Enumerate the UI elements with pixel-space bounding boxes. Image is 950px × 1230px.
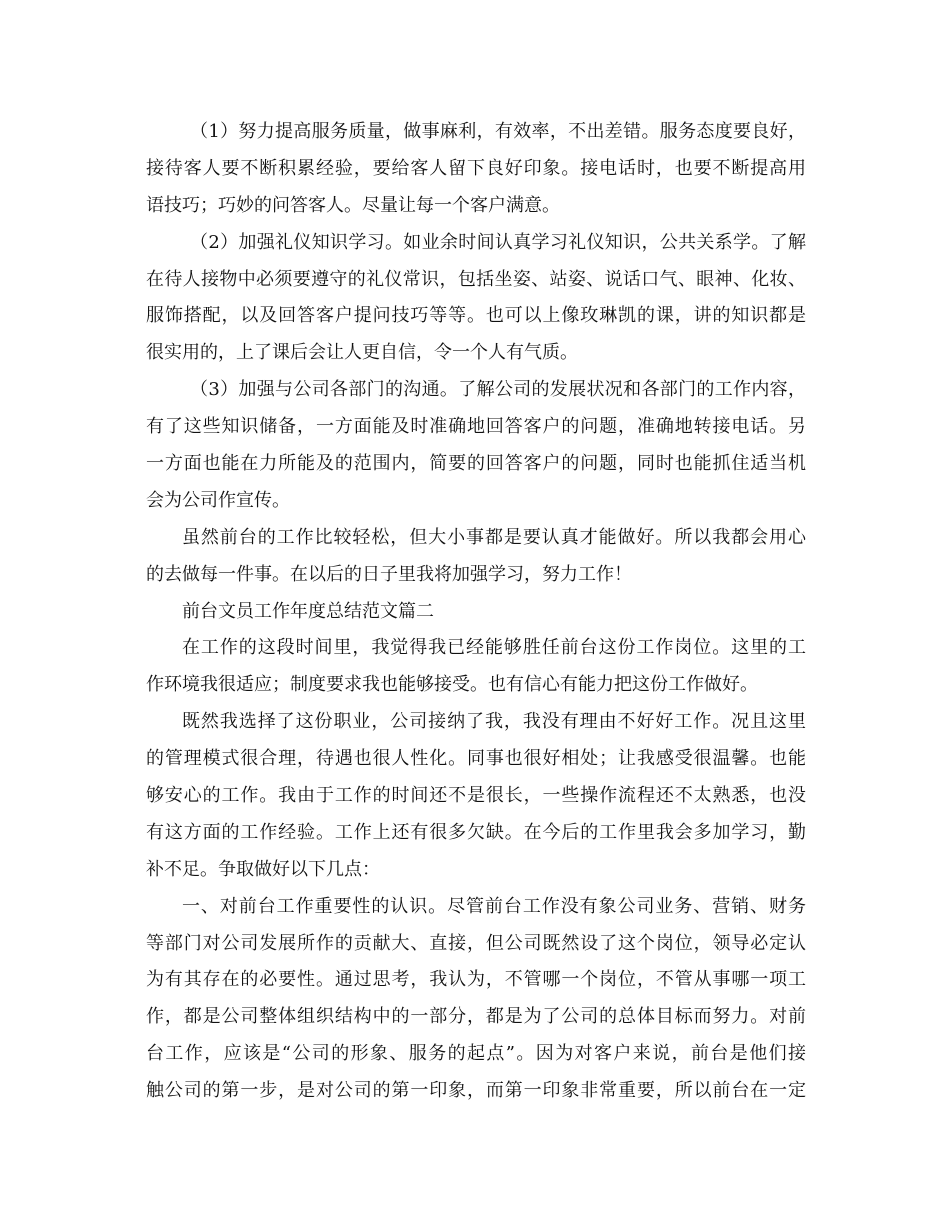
paragraph-line: 的去做每一件事。在以后的日子里我将加强学习，努力工作！ — [146, 563, 632, 585]
paragraph-line: 很实用的，上了课后会让人更自信，令一个人有气质。 — [146, 342, 578, 364]
paragraph-line: （3）加强与公司各部门的沟通。了解公司的发展状况和各部门的工作内容， — [190, 379, 806, 401]
paragraph-line: （2）加强礼仪知识学习。如业余时间认真学习礼仪知识，公共关系学。了解 — [190, 231, 806, 253]
paragraph-line: 补不足。争取做好以下几点： — [146, 858, 380, 880]
paragraph-line: 虽然前台的工作比较轻松，但大小事都是要认真才能做好。所以我都会用心 — [182, 526, 806, 548]
paragraph-line: 作，都是公司整体组织结构中的一部分，都是为了公司的总体目标而努力。对前 — [146, 1006, 806, 1028]
paragraph-line: 作环境我很适应；制度要求我也能够接受。也有信心有能力把这份工作做好。 — [146, 674, 758, 696]
section-heading: 前台文员工作年度总结范文篇二 — [182, 600, 434, 622]
paragraph-line: 既然我选择了这份职业，公司接纳了我，我没有理由不好好工作。况且这里 — [182, 711, 806, 733]
paragraph-line: 的管理模式很合理，待遇也很人性化。同事也很好相处；让我感受很温馨。也能 — [146, 748, 806, 770]
paragraph-line: 有了这些知识储备，一方面能及时准确地回答客户的问题，准确地转接电话。另 — [146, 416, 806, 438]
paragraph-line: 等部门对公司发展所作的贡献大、直接，但公司既然设了这个岗位，领导必定认 — [146, 932, 806, 954]
paragraph-line: 在工作的这段时间里，我觉得我已经能够胜任前台这份工作岗位。这里的工 — [182, 637, 806, 659]
paragraph-line: 触公司的第一步，是对公司的第一印象，而第一印象非常重要，所以前台在一定 — [146, 1080, 806, 1102]
paragraph-line: 够安心的工作。我由于工作的时间还不是很长，一些操作流程还不太熟悉，也没 — [146, 785, 806, 807]
paragraph-line: （1）努力提高服务质量，做事麻利，有效率，不出差错。服务态度要良好， — [190, 121, 806, 142]
paragraph-line: 服饰搭配，以及回答客户提问技巧等等。也可以上像玫琳凯的课，讲的知识都是 — [146, 305, 806, 327]
paragraph-line: 在待人接物中必须要遵守的礼仪常识，包括坐姿、站姿、说话口气、眼神、化妆、 — [146, 268, 806, 290]
paragraph-line: 语技巧；巧妙的问答客人。尽量让每一个客户满意。 — [146, 194, 560, 216]
paragraph-line: 一方面也能在力所能及的范围内，简要的回答客户的问题，同时也能抓住适当机 — [146, 453, 806, 475]
paragraph-line: 有这方面的工作经验。工作上还有很多欠缺。在今后的工作里我会多加学习，勤 — [146, 821, 806, 843]
paragraph-line: 为有其存在的必要性。通过思考，我认为，不管哪一个岗位，不管从事哪一项工 — [146, 969, 806, 991]
document-body — [146, 114, 806, 1110]
paragraph-line: 台工作，应该是“公司的形象、服务的起点”。因为对客户来说，前台是他们接 — [146, 1043, 806, 1065]
paragraph-line: 接待客人要不断积累经验，要给客人留下良好印象。接电话时，也要不断提高用 — [146, 157, 806, 179]
paragraph-line: 会为公司作宣传。 — [146, 489, 290, 511]
paragraph-line: 一、对前台工作重要性的认识。尽管前台工作没有象公司业务、营销、财务 — [182, 895, 806, 917]
